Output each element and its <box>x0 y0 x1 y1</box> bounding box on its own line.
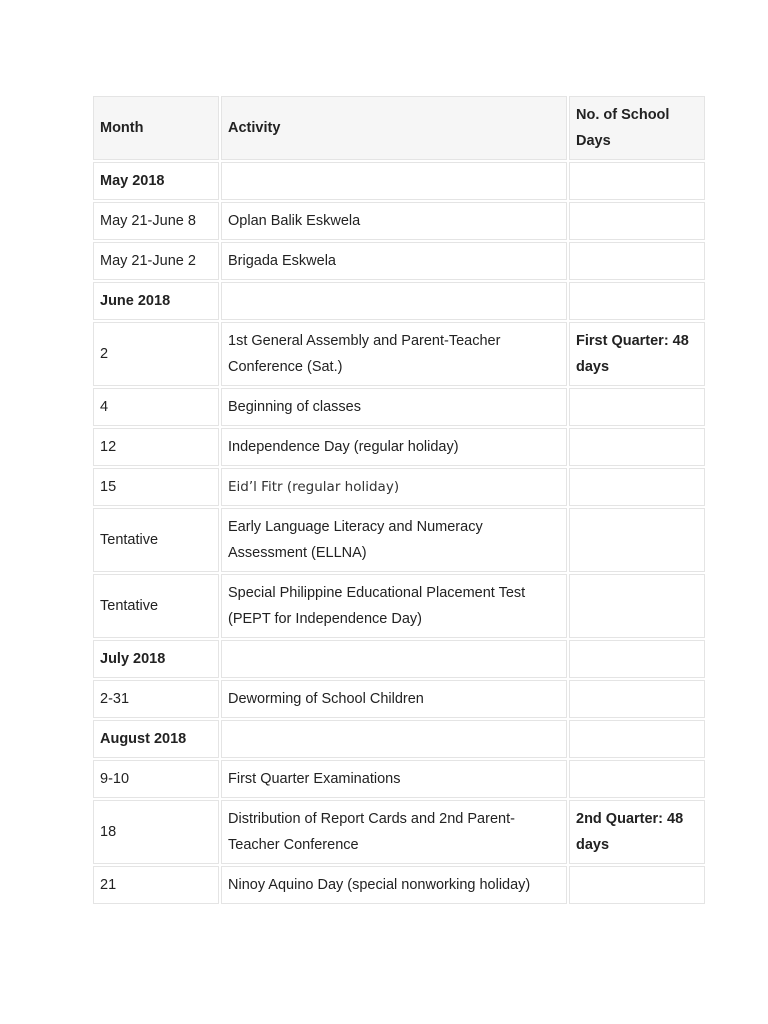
school-days-cell <box>569 866 705 904</box>
activity-cell: Beginning of classes <box>221 388 567 426</box>
month-cell: May 21-June 8 <box>93 202 219 240</box>
month-cell: 2 <box>93 322 219 386</box>
month-cell: August 2018 <box>93 720 219 758</box>
school-days-cell <box>569 720 705 758</box>
activity-cell <box>221 640 567 678</box>
school-days-cell: 2nd Quarter: 48 days <box>569 800 705 864</box>
school-days-cell: First Quarter: 48 days <box>569 322 705 386</box>
table-row <box>93 388 705 426</box>
school-calendar-table <box>91 94 707 906</box>
school-days-cell <box>569 162 705 200</box>
table-row <box>93 428 705 466</box>
month-cell: July 2018 <box>93 640 219 678</box>
month-cell: June 2018 <box>93 282 219 320</box>
month-cell: 2-31 <box>93 680 219 718</box>
activity-cell: Distribution of Report Cards and 2nd Parent-Teacher Conference <box>221 800 567 864</box>
activity-cell: Deworming of School Children <box>221 680 567 718</box>
table-row <box>93 720 705 758</box>
activity-cell: Independence Day (regular holiday) <box>221 428 567 466</box>
activity-cell: Brigada Eskwela <box>221 242 567 280</box>
table-row <box>93 468 705 506</box>
school-days-cell <box>569 388 705 426</box>
month-cell: 15 <box>93 468 219 506</box>
school-days-cell <box>569 760 705 798</box>
table-row <box>93 866 705 904</box>
activity-cell <box>221 162 567 200</box>
activity-cell: Oplan Balik Eskwela <box>221 202 567 240</box>
month-cell: Tentative <box>93 574 219 638</box>
school-days-cell <box>569 680 705 718</box>
header-month: Month <box>93 96 219 160</box>
table-row <box>93 574 705 638</box>
table-row <box>93 282 705 320</box>
table-header-row <box>93 96 705 160</box>
table-row <box>93 640 705 678</box>
table-row <box>93 680 705 718</box>
month-cell: May 2018 <box>93 162 219 200</box>
school-days-cell <box>569 640 705 678</box>
table-row <box>93 162 705 200</box>
school-days-cell <box>569 508 705 572</box>
activity-cell: First Quarter Examinations <box>221 760 567 798</box>
school-days-cell <box>569 202 705 240</box>
header-school-days: No. of School Days <box>569 96 705 160</box>
month-cell: Tentative <box>93 508 219 572</box>
activity-cell: 1st General Assembly and Parent-Teacher Conference (Sat.) <box>221 322 567 386</box>
school-days-cell <box>569 468 705 506</box>
table-row <box>93 760 705 798</box>
month-cell: 9-10 <box>93 760 219 798</box>
school-days-cell <box>569 242 705 280</box>
table-row <box>93 202 705 240</box>
activity-cell: Early Language Literacy and Numeracy Assessment (ELLNA) <box>221 508 567 572</box>
table-row <box>93 800 705 864</box>
month-cell: 12 <box>93 428 219 466</box>
table-row <box>93 242 705 280</box>
table-row <box>93 322 705 386</box>
month-cell: 21 <box>93 866 219 904</box>
month-cell: May 21-June 2 <box>93 242 219 280</box>
month-cell: 4 <box>93 388 219 426</box>
header-activity: Activity <box>221 96 567 160</box>
activity-cell <box>221 720 567 758</box>
school-days-cell <box>569 282 705 320</box>
activity-cell: Eid’l Fitr (regular holiday) <box>221 468 567 506</box>
school-days-cell <box>569 428 705 466</box>
school-days-cell <box>569 574 705 638</box>
activity-cell <box>221 282 567 320</box>
activity-cell: Special Philippine Educational Placement Test (PEPT for Independence Day) <box>221 574 567 638</box>
table-row <box>93 508 705 572</box>
month-cell: 18 <box>93 800 219 864</box>
activity-cell: Ninoy Aquino Day (special nonworking holiday) <box>221 866 567 904</box>
